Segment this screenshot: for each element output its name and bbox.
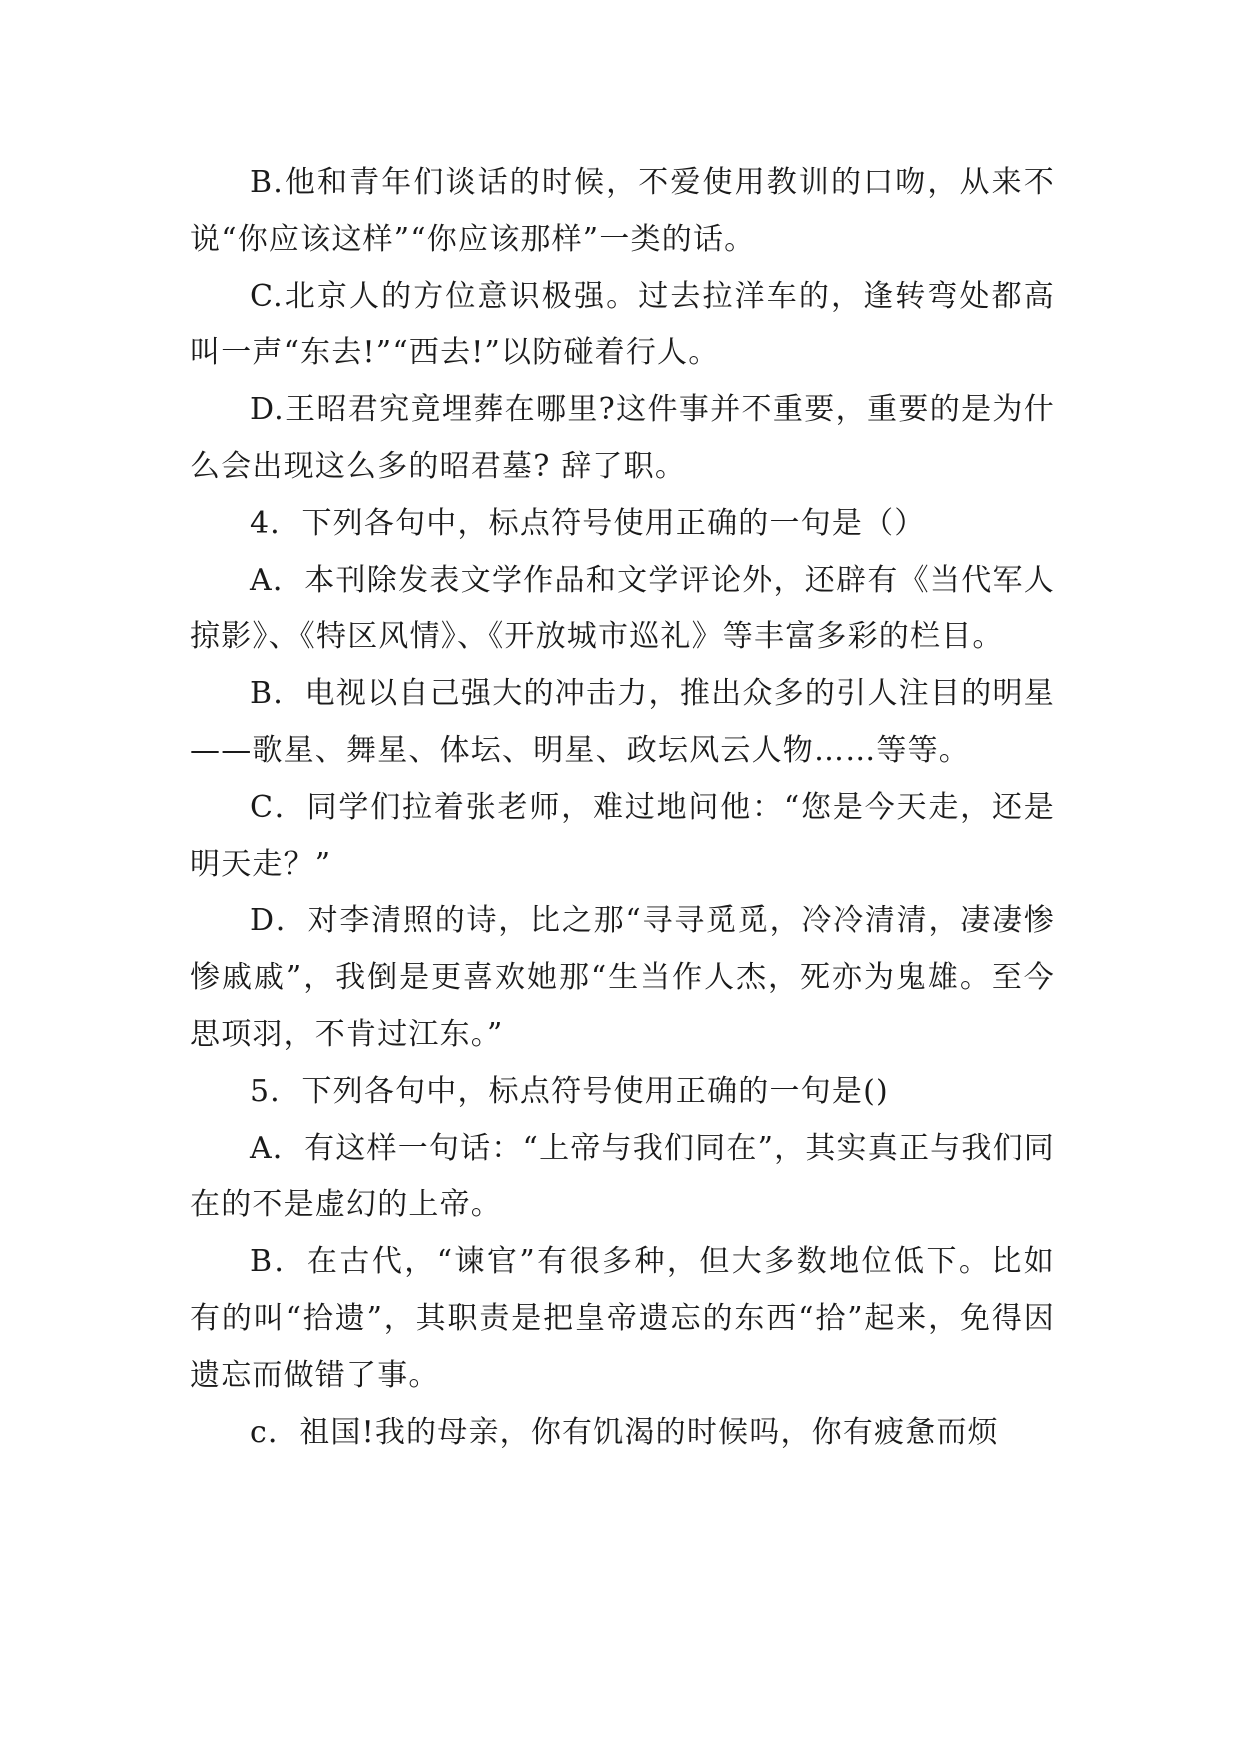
question-4-option-a: A．本刊除发表文学作品和文学评论外，还辟有《当代军人掠影》、《特区风情》、《开放城市巡礼》等丰富多彩的栏目。: [190, 562, 1055, 655]
option-b-paragraph: B.他和青年们谈话的时候，不爱使用教训的口吻，从来不说“你应该这样”“你应该那样”一类的话。: [190, 165, 1055, 257]
question-4-option-c: C．同学们拉着张老师，难过地问他：“您是今天走，还是明天走？”: [190, 789, 1055, 882]
question-4-option-d: D．对李清照的诗，比之那“寻寻觅觅，冷冷清清，凄凄惨惨戚戚”，我倒是更喜欢她那“生当作人杰，死亦为鬼雄。至今思项羽，不肯过江东。”: [190, 903, 1055, 1052]
document-body: [190, 155, 1055, 1461]
question-4-stem: 4．下列各句中，标点符号使用正确的一句是（）: [250, 505, 926, 541]
question-5-option-c: c．祖国!我的母亲，你有饥渴的时候吗，你有疲惫而烦: [250, 1414, 999, 1450]
option-d-paragraph: D.王昭君究竟埋葬在哪里?这件事并不重要，重要的是为什么会出现这么多的昭君墓? 辞了职。: [190, 392, 1055, 484]
question-4-option-b: B．电视以自己强大的冲击力，推出众多的引人注目的明星——歌星、舞星、体坛、明星、政坛风云人物……等等。: [190, 676, 1055, 768]
question-5-stem: 5．下列各句中，标点符号使用正确的一句是(): [250, 1073, 889, 1109]
option-c-paragraph: C.北京人的方位意识极强。过去拉洋车的，逢转弯处都高叫一声“东去!”“西去!”以防碰着行人。: [190, 278, 1055, 371]
question-5-option-a: A．有这样一句话：“上帝与我们同在”，其实真正与我们同在的不是虚幻的上帝。: [190, 1130, 1055, 1223]
question-5-option-b: B．在古代，“谏官”有很多种，但大多数地位低下。比如有的叫“拾遗”，其职责是把皇帝遗忘的东西“拾”起来，免得因遗忘而做错了事。: [190, 1244, 1055, 1393]
